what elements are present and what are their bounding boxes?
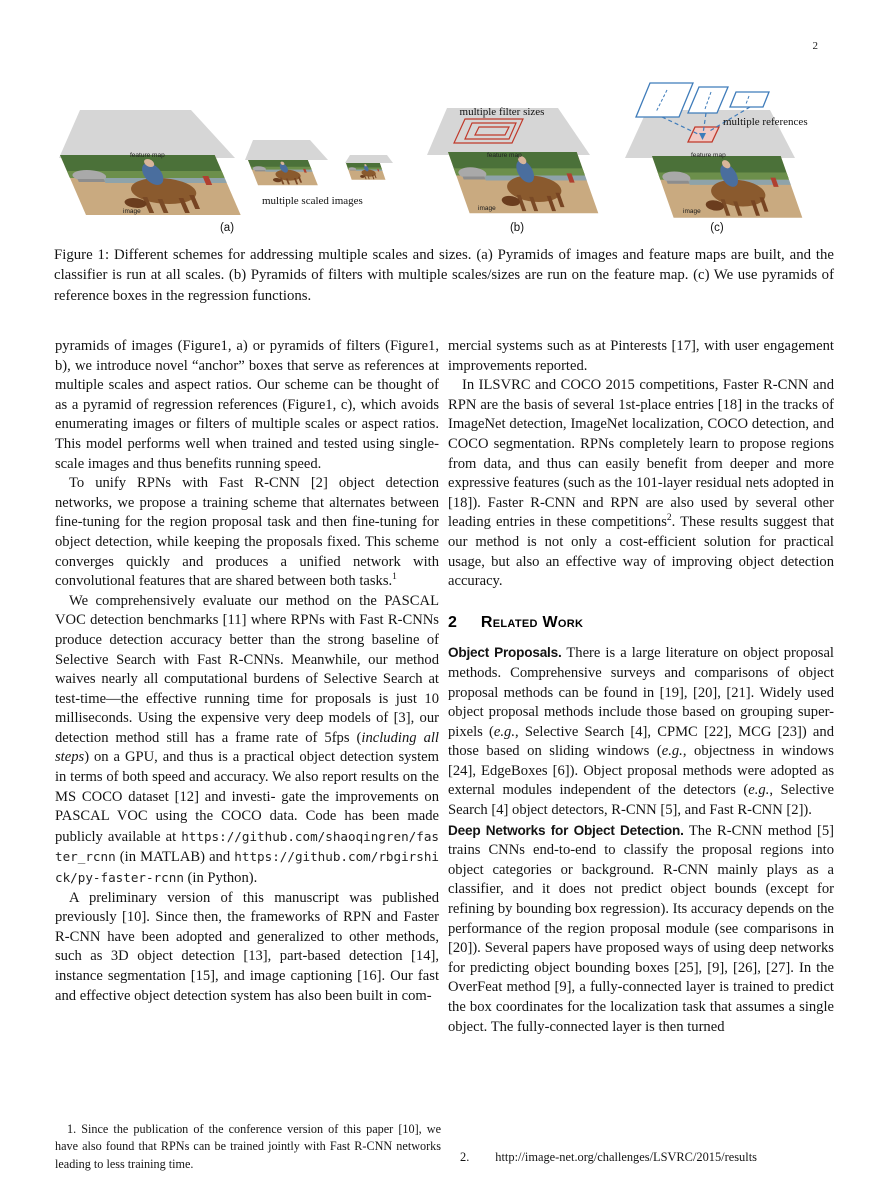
- scaled-image-a-medium: [248, 160, 318, 185]
- feature-map-plane-a-small: [345, 155, 393, 163]
- panel-tag-c: (c): [710, 222, 724, 234]
- text-segment-t: . These results suggest that our method is not only a cost-efficient solution for practical usage, but also an effective way of improving object detection accuracy.: [448, 514, 834, 590]
- panel-tag-b: (b): [509, 222, 525, 234]
- multiple-references-label: multiple references: [723, 116, 808, 128]
- paragraph: [55, 592, 439, 889]
- image-label-a: image: [123, 208, 141, 215]
- footnote-url[interactable]: http://image-net.org/challenges/LSVRC/2015/results: [495, 1150, 757, 1164]
- right-column: [448, 337, 834, 1149]
- text-segment-t: In ILSVRC and COCO 2015 competitions, Faster R-CNN and RPN are the basis of several 1st-place entries [18] in the tracks of ImageNet detection, ImageNet localization, COCO detection, and COCO segmentation. RPNs completely learn to propose regions from data, and thus can easily benefit from deeper and more expressive features (such as the 101-layer residual nets adopted in [18]). Faster R-CNN and RPN are also used by several other leading entries in these competitions: [448, 377, 834, 531]
- feature-map-label-a: feature map: [130, 152, 165, 159]
- reference-box-small: [730, 92, 769, 107]
- text-segment-t: To unify RPNs with Fast R-CNN [2] object detection networks, we propose a training scheme that alternates between fine-tuning for the region proposal task and then fine-tuning for object detection, while keeping the proposals fixed. This scheme converges quickly and produces a unified network with convolutional features that are shared between both tasks.: [55, 475, 439, 590]
- multiple-scaled-images-label: multiple scaled images: [262, 195, 363, 207]
- footnote-1: [55, 1121, 441, 1173]
- page-number: 2: [812, 40, 818, 52]
- reference-box-medium: [688, 87, 728, 113]
- input-image-a: [60, 155, 241, 215]
- figure-caption: Figure 1: Different schemes for addressing multiple scales and sizes. (a) Pyramids of images and feature maps are built, and the classifier is run at all scales. (b) Pyramids of filters with multiple scales/sizes are run on the feature map. (c) We use pyramids of reference boxes in the regression functions.: [54, 247, 834, 304]
- multiple-filter-sizes-label: multiple filter sizes: [459, 106, 545, 118]
- text-segment-t: , Selective Search [4] object detectors, R-CNN [5], and Fast R-CNN [2]).: [448, 782, 834, 819]
- text-segment-t: (in Python).: [183, 870, 258, 887]
- text-segment-sup: 2: [666, 513, 672, 524]
- footnote-2: [448, 1150, 834, 1165]
- paragraph: pyramids of images (Figure1, a) or pyramids of filters (Figure1, b), we introduce novel “anchor” boxes that serve as references at multiple scales and aspect ratios. Our scheme can be thought of as a pyramid of regression references (Figure1, c), which avoids enumerating images or filters of multiple scales or aspect ratios. This model performs well when trained and tested using single-scale images and thus benefits running speed.: [55, 338, 439, 472]
- text-segment-i: e.g.: [748, 782, 770, 799]
- footnote-text: 1. Since the publication of the conference version of this paper [10], we have also found that RPNs can be trained jointly with Fast R-CNN networks leading to less training time.: [55, 1122, 441, 1171]
- scaled-image-a-small: [346, 163, 385, 180]
- text-segment-t: , objectness in windows [24], EdgeBoxes [6]). Object proposal methods were adopted as external modules independent of the detectors (: [448, 743, 834, 799]
- image-label-b: image: [478, 205, 496, 212]
- feature-map-plane-a-medium: [245, 140, 328, 160]
- feature-map-label-b: feature map: [487, 152, 522, 159]
- text-segment-i: e.g.: [661, 743, 683, 760]
- input-image-c: [652, 156, 802, 218]
- text-segment-t: ) on a GPU, and thus is a practical object detection system in terms of both speed and accuracy. We also report results on the MS COCO dataset [12] and investi- gate the improvements on PASCAL VOC using the COCO data. Code has been made publicly available at: [55, 749, 439, 845]
- text-segment-sup: 1: [392, 572, 397, 583]
- text-segment-t: (in MATLAB) and: [115, 849, 235, 866]
- paragraph: A preliminary version of this manuscript was published previously [10]. Since then, the frameworks of RPN and Faster R-CNN have been adopted and generalized to other methods, such as 3D object detection [13], part-based detection [14], instance segmentation [15], and image captioning [16]. Our fast and effective object detection system has also been built in com-: [55, 889, 439, 1004]
- paragraph: [448, 821, 834, 1038]
- footnote-marker: 2.: [460, 1150, 470, 1164]
- paragraph: mercial systems such as at Pinterests [17], with user engagement improvements reported.: [448, 338, 834, 374]
- figure-1: [50, 72, 840, 240]
- text-segment-i: including all steps: [55, 729, 439, 766]
- feature-map-plane-a: [59, 110, 235, 158]
- text-segment-t: The R-CNN method [5] trains CNNs end-to-end to classify the proposal regions into object categories or background. R-CNN mainly plays as a classifier, and it does not predict object bounds (except for refining by bounding box regression). Its accuracy depends on the performance of the region proposal module (see comparisons in [20]). Several papers have proposed ways of using deep networks for predicting object bounding boxes [25], [9], [26], [27]. In the OverFeat method [9], a fully-connected layer is trained to predict the box coordinates for the localization task that assumes a single object. The fully-connected layer is then turned: [448, 822, 834, 1035]
- text-segment-i: e.g.: [493, 723, 515, 740]
- section-number: 2: [448, 613, 457, 631]
- paragraph: [55, 474, 439, 592]
- panel-tag-a: (a): [219, 222, 235, 234]
- text-segment-t: We comprehensively evaluate our method on the PASCAL VOC detection benchmarks [11] where RPNs with Fast R-CNNs produce detection accuracy better than the strong baseline of Selective Search with Fast R-CNNs. Meanwhile, our method waives nearly all computational burdens of Selective Search at test-time—the effective running time for proposals is just 10 milliseconds. Using the expensive very deep models of [3], our detection method still has a frame rate of 5fps (: [55, 592, 439, 746]
- input-image-b: [448, 152, 598, 213]
- feature-map-label-c: feature map: [691, 152, 726, 159]
- paragraph: [448, 643, 834, 820]
- paragraph: [448, 376, 834, 592]
- text-segment-m[interactable]: https://github.com/rbgirshick/py-faster-rcnn: [55, 849, 439, 886]
- text-segment-b: Deep Networks for Object Detection.: [448, 822, 684, 838]
- image-label-c: image: [683, 208, 701, 215]
- text-segment-t: There is a large literature on object proposal methods. Comprehensive surveys and comparisons of object proposal methods can be found in [19], [20], [21]. Widely used object proposal methods include those based on grouping super-pixels (: [448, 645, 834, 740]
- left-column: [55, 337, 439, 1121]
- text-segment-m[interactable]: https://github.com/shaoqingren/faster_rcnn: [55, 828, 439, 865]
- text-segment-t: , Selective Search [4], CPMC [22], MCG [23]) and those based on sliding windows (: [448, 723, 834, 760]
- text-segment-b: Object Proposals.: [448, 645, 562, 661]
- section-heading-related-work: [448, 613, 834, 633]
- section-title: Related Work: [480, 613, 584, 631]
